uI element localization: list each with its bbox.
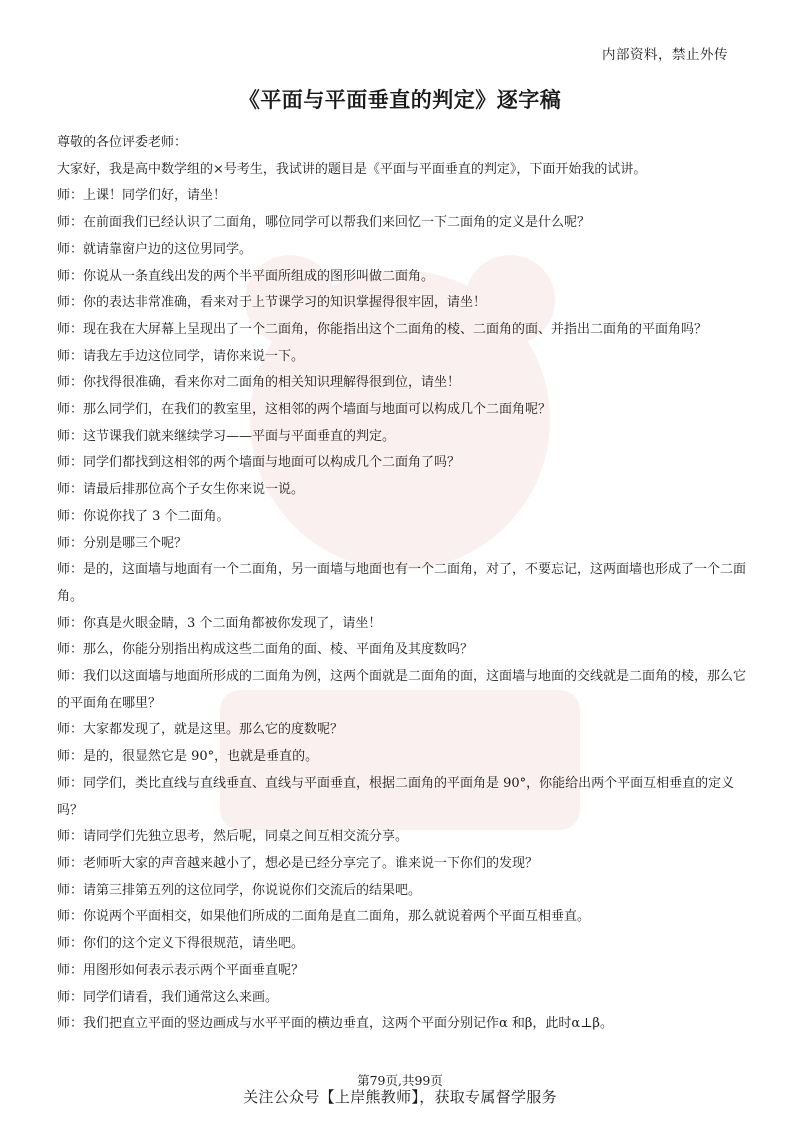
greeting-line: 尊敬的各位评委老师： [57,135,188,150]
transcript-line: 师：大家都发现了，就是这里。那么它的度数呢？ [57,722,344,738]
transcript-line: 师：我们把直立平面的竖边画成与水平平面的横边垂直，这两个平面分别记作α 和β，此时α⊥β。 [57,1016,613,1032]
transcript-body [57,130,747,1038]
transcript-line: 师：同学们，类比直线与直线垂直、直线与平面垂直，根据二面角的平面角是 90°，你能给出两个平面互相垂直的定义吗？ [57,775,735,818]
transcript-line: 师：你说两个平面相交，如果他们所成的二面角是直二面角，那么就说着两个平面互相垂直。 [57,909,591,925]
transcript-line: 师：你说从一条直线出发的两个半平面所组成的图形叫做二面角。 [57,268,435,284]
transcript-line: 师：上课！同学们好，请坐！ [57,188,227,204]
transcript-line: 师：那么同学们，在我们的教室里，这相邻的两个墙面与地面可以构成几个二面角呢？ [57,402,552,418]
transcript-line: 师：请我左手边这位同学，请你来说一下。 [57,348,305,364]
document-title: 《平面与平面垂直的判定》逐字稿 [238,87,562,112]
transcript-line: 师：用图形如何表示表示两个平面垂直呢？ [57,962,305,978]
transcript-line: 师：你真是火眼金睛，3 个二面角都被你发现了，请坐！ [57,615,382,631]
transcript-line: 师：那么，你能分别指出构成这些二面角的面、棱、平面角及其度数吗？ [57,642,474,658]
transcript-line: 师：你的表达非常准确，看来对于上节课学习的知识掌握得很牢固，请坐！ [57,295,487,311]
transcript-line: 师：分别是哪三个呢？ [57,535,188,551]
transcript-line: 师：同学们都找到这相邻的两个墙面与地面可以构成几个二面角了吗？ [57,455,461,471]
transcript-line: 师：在前面我们已经认识了二面角，哪位同学可以帮我们来回忆一下二面角的定义是什么呢？ [57,215,591,231]
transcript-line: 师：请第三排第五列的这位同学，你说说你们交流后的结果吧。 [57,882,422,898]
intro-line: 大家好，我是高中数学组的×号考生，我试讲的题目是《平面与平面垂直的判定》，下面开始我的试讲。 [57,161,647,177]
transcript-line: 师：我们以这面墙与地面所形成的二面角为例，这两个面就是二面角的面，这面墙与地面的交线就是二面角的棱，那么它的平面角在哪里？ [57,669,747,711]
transcript-line: 师：是的，很显然它是 90°，也就是垂直的。 [57,749,319,765]
transcript-line: 师：你们的这个定义下得很规范，请坐吧。 [57,936,305,952]
transcript-line: 师：这节课我们就来继续学习——平面与平面垂直的判定。 [57,428,396,444]
transcript-line: 师：你找得很准确，看来你对二面角的相关知识理解得很到位，请坐！ [57,375,461,391]
transcript-line: 师：请最后排那位高个子女生你来说一说。 [57,482,305,498]
transcript-line: 师：现在我在大屏幕上呈现出了一个二面角，你能指出这个二面角的棱、二面角的面、并指出二面角的平面角吗？ [57,321,708,337]
page-indicator: 第79页,共99页 [357,1073,443,1088]
footer-promo-text: 关注公众号【上岸熊教师】，获取专属督学服务 [243,1088,557,1106]
transcript-line: 师：请同学们先独立思考，然后呢，同桌之间互相交流分享。 [57,829,409,845]
transcript-line: 师：就请靠窗户边的这位男同学。 [57,241,253,257]
transcript-line: 师：同学们请看，我们通常这么来画。 [57,989,279,1005]
transcript-line: 师：你说你找了 3 个二面角。 [57,508,230,524]
internal-use-remark: 内部资料，禁止外传 [602,47,728,63]
transcript-line: 师：是的，这面墙与地面有一个二面角，另一面墙与地面也有一个二面角，对了，不要忘记，这两面墙也形成了一个二面角。 [57,562,747,604]
transcript-line: 师：老师听大家的声音越来越小了，想必是已经分享完了。谁来说一下你们的发现？ [57,855,539,871]
